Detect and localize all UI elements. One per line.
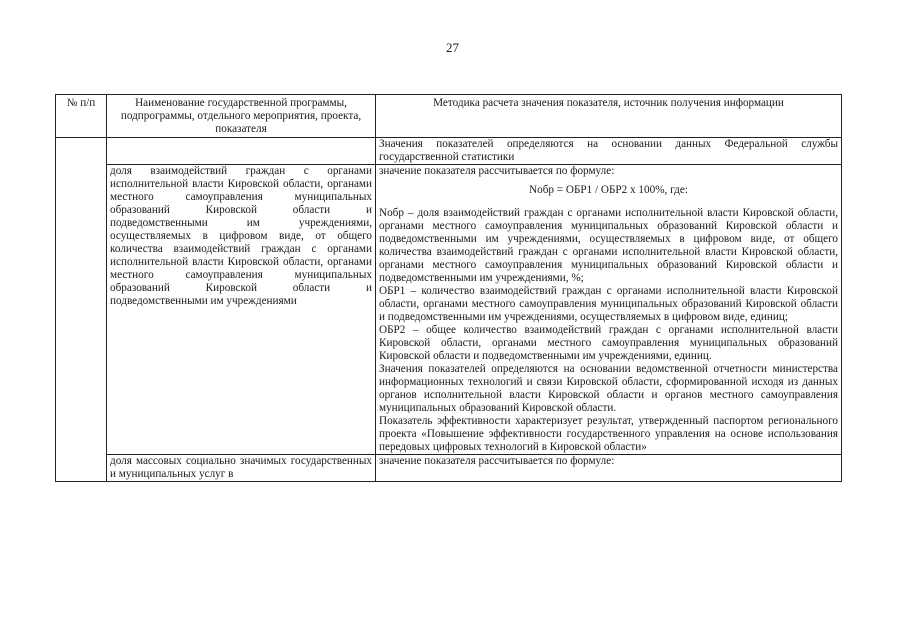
method-intro: значение показателя рассчитывается по формуле: (379, 165, 615, 177)
formula: Nобр = ОБР1 / ОБР2 x 100%, где: (529, 184, 688, 196)
table-row (56, 455, 842, 482)
stats-source-text: Значения показателей определяются на основании данных Федеральной службы государственной статистики (379, 138, 838, 163)
definition-obr1: ОБР1 – количество взаимодействий граждан с органами исполнительной власти Кировской области, органами местного самоуправления муниципальных образований Кировской области и подведомственными им учреждениями, осуществляемых в цифровом виде, единиц; (379, 285, 838, 323)
efficiency-text: Показатель эффективности характеризует результат, утвержденный паспортом регионального проекта «Повышение эффективности государственного управления на основе использования передовых цифровых технологий в Кировской области» (379, 415, 838, 453)
method-cell (376, 455, 842, 482)
page-number: 27 (446, 40, 459, 55)
name-cell (107, 138, 376, 165)
method-intro: значение показателя рассчитывается по формуле: (379, 455, 615, 467)
method-cell (376, 138, 842, 165)
row-number-cell (56, 138, 107, 482)
header-method: Методика расчета значения показателя, источник получения информации (376, 95, 842, 138)
method-cell (376, 165, 842, 455)
definition-obr2: ОБР2 – общее количество взаимодействий граждан с органами исполнительной власти Кировской области, органами местного самоуправления муниципальных образований Кировской области и подведомственными им учреждениями, единиц. (379, 324, 838, 362)
table-row (56, 165, 842, 455)
indicator-name: доля массовых социально значимых государственных и муниципальных услуг в (107, 455, 376, 482)
table-row (56, 138, 842, 165)
header-name: Наименование государственной программы, подпрограммы, отдельного мероприятия, проекта, показателя (107, 95, 376, 138)
definition-nobr: Nобр – доля взаимодействий граждан с органами исполнительной власти Кировской области, органами местного самоуправления муниципальных образований Кировской области и подведомственными им учреждениями, осуществляемых в цифровом виде, от общего количества взаимодействий граждан с органами исполнительной власти Кировской области, органами местного самоуправления муниципальных образований Кировской области и подведомственными им учреждениями, %; (379, 207, 838, 284)
table-header-row (56, 95, 842, 138)
header-num: № п/п (56, 95, 107, 138)
indicator-table (55, 94, 842, 482)
indicator-name: доля взаимодействий граждан с органами исполнительной власти Кировской области, органами местного самоуправления муниципальных образований Кировской области и подведомственными им учреждениями, осуществляемых в цифровом виде, от общего количества взаимодействий граждан с органами исполнительной власти Кировской области, органами местного самоуправления муниципальных образований Кировской области и подведомственными им учреждениями (107, 165, 376, 455)
data-source-text: Значения показателей определяются на основании ведомственной отчетности министерства информационных технологий и связи Кировской области, сформированной исходя из данных органов исполнительной власти Кировской области и органов местного самоуправления муниципальных образований Кировской области. (379, 363, 838, 414)
